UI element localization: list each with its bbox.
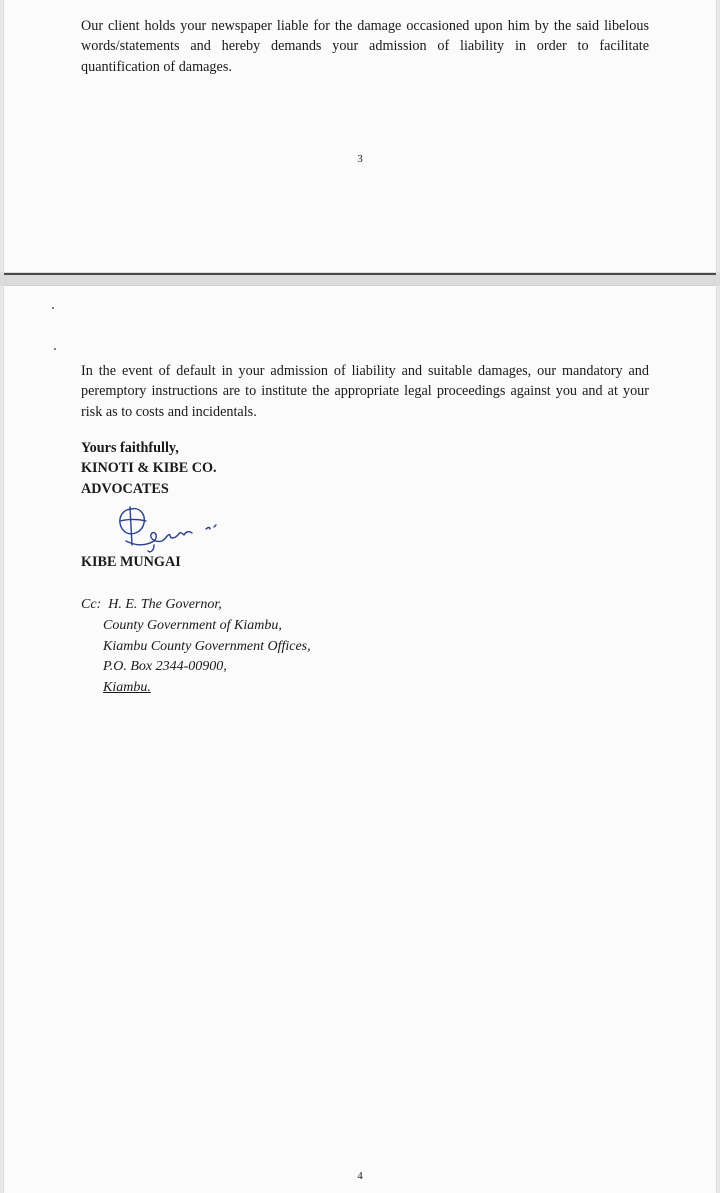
cc-line-2: County Government of Kiambu, <box>103 617 282 633</box>
cc-line-5: Kiambu. <box>103 680 151 696</box>
cc-line-3: Kiambu County Government Offices, <box>103 638 311 654</box>
page-divider <box>4 273 716 275</box>
salutation: Yours faithfully, <box>81 440 179 456</box>
cc-label: Cc: <box>81 597 102 612</box>
scan-speck <box>54 348 56 350</box>
document-page-3 <box>4 0 716 272</box>
signature <box>110 501 240 553</box>
page-number-3: 3 <box>357 153 363 165</box>
liability-paragraph: Our client holds your newspaper liable for the damage occasioned upon him by the said libelous words/statements and hereby demands your admission of liability in order to facilitate quantification of damages. <box>81 18 649 75</box>
firm-name: KINOTI & KIBE CO. <box>81 460 217 477</box>
firm-title: ADVOCATES <box>81 480 169 497</box>
cc-block <box>81 595 311 699</box>
document-page-4 <box>4 286 716 1193</box>
signatory-name: KIBE MUNGAI <box>81 554 181 570</box>
closing-block <box>81 438 217 499</box>
cc-line-1: H. E. The Governor, <box>108 597 222 612</box>
default-paragraph: In the event of default in your admission of liability and suitable damages, our mandatory and peremptory instructions are to institute the appropriate legal proceedings against you and at your risk as to costs and incidentals. <box>81 363 649 420</box>
cc-line-4: P.O. Box 2344-00900, <box>103 659 227 675</box>
scan-speck <box>52 307 54 309</box>
page-number-4: 4 <box>357 1170 363 1182</box>
